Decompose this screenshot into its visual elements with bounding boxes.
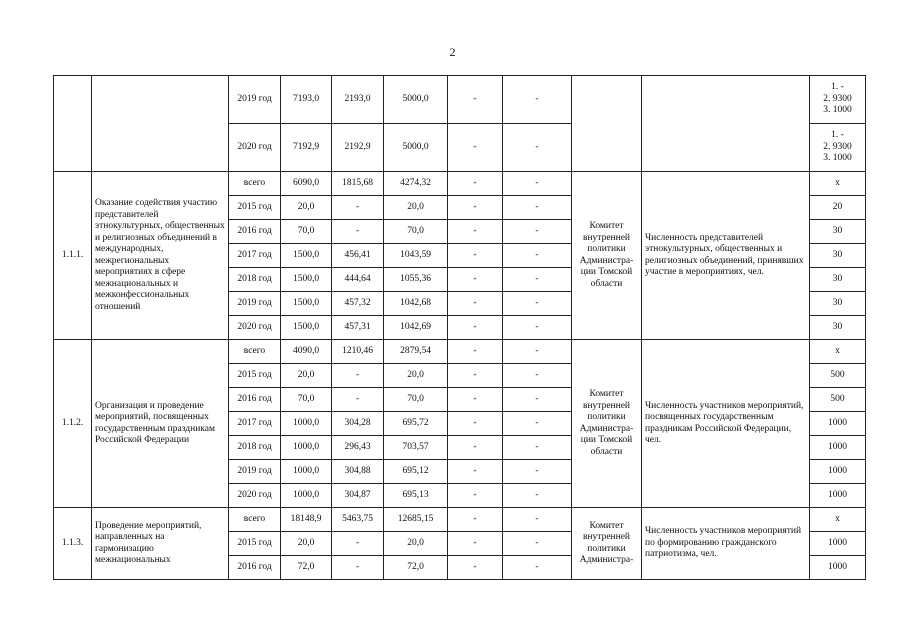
value-cell: 1000 (810, 436, 866, 460)
value-cell: 1000 (810, 460, 866, 484)
item-indicator: Численность представителей этнокультурных, общественных и религиозных объединений, принявших участие в мероприятиях, чел. (642, 172, 810, 340)
federal-cell: 457,32 (332, 292, 384, 316)
item-name: Оказание содействия участию представителей этнокультурных, общественных и религиозных объединений в международных, межрегиональных мероприятиях в сфере межнациональных и межконфессиональных отношений (92, 172, 229, 340)
item-name: Организация и проведение мероприятий, посвященных государственным праздникам Российской Федерации (92, 340, 229, 508)
value-cell: 1000 (810, 484, 866, 508)
federal-cell: 2193,0 (332, 76, 384, 124)
item-name: Проведение мероприятий, направленных на гармонизацию межнациональных (92, 508, 229, 580)
other-cell: - (503, 268, 572, 292)
value-cell: 500 (810, 364, 866, 388)
item-number: 1.1.2. (54, 340, 92, 508)
year-cell: 2018 год (229, 436, 281, 460)
other-cell: - (503, 388, 572, 412)
local-cell: - (448, 268, 503, 292)
regional-cell: 5000,0 (384, 124, 448, 172)
local-cell: - (448, 484, 503, 508)
page-number: 2 (449, 45, 456, 59)
total-cell: 70,0 (281, 220, 332, 244)
item-executor: Комитет внутренней политики Администра- (572, 508, 642, 580)
total-cell: 70,0 (281, 388, 332, 412)
other-cell: - (503, 484, 572, 508)
regional-cell: 1042,68 (384, 292, 448, 316)
table-row (54, 508, 866, 532)
local-cell: - (448, 340, 503, 364)
value-cell: 500 (810, 388, 866, 412)
year-cell: всего (229, 172, 281, 196)
executor-cell (572, 76, 642, 172)
year-cell: 2020 год (229, 316, 281, 340)
local-cell: - (448, 532, 503, 556)
regional-cell: 72,0 (384, 556, 448, 580)
local-cell: - (448, 412, 503, 436)
total-cell: 7193,0 (281, 76, 332, 124)
value-cell: х (810, 340, 866, 364)
year-cell: 2015 год (229, 364, 281, 388)
regional-cell: 70,0 (384, 388, 448, 412)
item-number: 1.1.3. (54, 508, 92, 580)
total-cell: 20,0 (281, 196, 332, 220)
regional-cell: 4274,32 (384, 172, 448, 196)
total-cell: 1500,0 (281, 244, 332, 268)
regional-cell: 70,0 (384, 220, 448, 244)
federal-cell: - (332, 196, 384, 220)
other-cell: - (503, 196, 572, 220)
regional-cell: 20,0 (384, 196, 448, 220)
other-cell: - (503, 412, 572, 436)
federal-cell: 2192,9 (332, 124, 384, 172)
local-cell: - (448, 292, 503, 316)
other-cell: - (503, 124, 572, 172)
item-indicator: Численность участников мероприятий по формированию гражданского патриотизма, чел. (642, 508, 810, 580)
federal-cell: - (332, 364, 384, 388)
year-cell: 2020 год (229, 124, 281, 172)
other-cell: - (503, 172, 572, 196)
regional-cell: 1042,69 (384, 316, 448, 340)
year-cell: 2017 год (229, 412, 281, 436)
federal-cell: 296,43 (332, 436, 384, 460)
other-cell: - (503, 244, 572, 268)
regional-cell: 12685,15 (384, 508, 448, 532)
local-cell: - (448, 196, 503, 220)
regional-cell: 703,57 (384, 436, 448, 460)
year-cell: 2015 год (229, 196, 281, 220)
federal-cell: 304,87 (332, 484, 384, 508)
value-cell: 1000 (810, 412, 866, 436)
value-cell: 1000 (810, 556, 866, 580)
federal-cell: 304,28 (332, 412, 384, 436)
table-row (54, 340, 866, 364)
item-number: 1.1.1. (54, 172, 92, 340)
total-cell: 7192,9 (281, 124, 332, 172)
year-cell: всего (229, 508, 281, 532)
regional-cell: 5000,0 (384, 76, 448, 124)
result-cell: 1. - 2. 9300 3. 1000 (810, 124, 866, 172)
value-cell: 20 (810, 196, 866, 220)
local-cell: - (448, 244, 503, 268)
local-cell: - (448, 508, 503, 532)
regional-cell: 20,0 (384, 364, 448, 388)
other-cell: - (503, 436, 572, 460)
total-cell: 1000,0 (281, 484, 332, 508)
other-cell: - (503, 460, 572, 484)
value-cell: х (810, 508, 866, 532)
year-cell: 2015 год (229, 532, 281, 556)
year-cell: 2016 год (229, 556, 281, 580)
other-cell: - (503, 76, 572, 124)
total-cell: 4090,0 (281, 340, 332, 364)
year-cell: 2016 год (229, 388, 281, 412)
total-cell: 18148,9 (281, 508, 332, 532)
federal-cell: 457,31 (332, 316, 384, 340)
federal-cell: 456,41 (332, 244, 384, 268)
value-cell: 30 (810, 316, 866, 340)
item-indicator: Численность участников мероприятий, посвященных государственным праздникам Российской Федерации, чел. (642, 340, 810, 508)
total-cell: 72,0 (281, 556, 332, 580)
federal-cell: 1815,68 (332, 172, 384, 196)
other-cell: - (503, 292, 572, 316)
total-cell: 1500,0 (281, 292, 332, 316)
federal-cell: - (332, 388, 384, 412)
local-cell: - (448, 436, 503, 460)
other-cell: - (503, 364, 572, 388)
name-cell (92, 76, 229, 172)
value-cell: 30 (810, 268, 866, 292)
indicator-cell (642, 76, 810, 172)
other-cell: - (503, 220, 572, 244)
federal-cell: 304,88 (332, 460, 384, 484)
year-cell: 2016 год (229, 220, 281, 244)
regional-cell: 1043,59 (384, 244, 448, 268)
regional-cell: 695,13 (384, 484, 448, 508)
value-cell: х (810, 172, 866, 196)
federal-cell: 1210,46 (332, 340, 384, 364)
regional-cell: 1055,36 (384, 268, 448, 292)
result-cell: 1. - 2. 9300 3. 1000 (810, 76, 866, 124)
table-row (54, 76, 866, 124)
other-cell: - (503, 316, 572, 340)
local-cell: - (448, 388, 503, 412)
regional-cell: 695,12 (384, 460, 448, 484)
federal-cell: 444,64 (332, 268, 384, 292)
year-cell: 2019 год (229, 76, 281, 124)
local-cell: - (448, 220, 503, 244)
table-row (54, 172, 866, 196)
total-cell: 1000,0 (281, 412, 332, 436)
year-cell: 2017 год (229, 244, 281, 268)
total-cell: 1000,0 (281, 436, 332, 460)
other-cell: - (503, 556, 572, 580)
total-cell: 1500,0 (281, 316, 332, 340)
total-cell: 20,0 (281, 364, 332, 388)
local-cell: - (448, 316, 503, 340)
local-cell: - (448, 556, 503, 580)
year-cell: 2020 год (229, 484, 281, 508)
total-cell: 1500,0 (281, 268, 332, 292)
other-cell: - (503, 532, 572, 556)
num-cell (54, 76, 92, 172)
regional-cell: 2879,54 (384, 340, 448, 364)
federal-cell: - (332, 220, 384, 244)
local-cell: - (448, 460, 503, 484)
value-cell: 30 (810, 292, 866, 316)
local-cell: - (448, 172, 503, 196)
regional-cell: 695,72 (384, 412, 448, 436)
year-cell: 2019 год (229, 292, 281, 316)
other-cell: - (503, 508, 572, 532)
value-cell: 30 (810, 244, 866, 268)
year-cell: всего (229, 340, 281, 364)
item-executor: Комитет внутренней политики Администра-ции Томской области (572, 172, 642, 340)
regional-cell: 20,0 (384, 532, 448, 556)
value-cell: 1000 (810, 532, 866, 556)
total-cell: 1000,0 (281, 460, 332, 484)
total-cell: 6090,0 (281, 172, 332, 196)
federal-cell: - (332, 556, 384, 580)
local-cell: - (448, 364, 503, 388)
value-cell: 30 (810, 220, 866, 244)
other-cell: - (503, 340, 572, 364)
year-cell: 2018 год (229, 268, 281, 292)
year-cell: 2019 год (229, 460, 281, 484)
federal-cell: - (332, 532, 384, 556)
total-cell: 20,0 (281, 532, 332, 556)
federal-cell: 5463,75 (332, 508, 384, 532)
item-executor: Комитет внутренней политики Администра-ции Томской области (572, 340, 642, 508)
local-cell: - (448, 124, 503, 172)
program-table (53, 75, 866, 580)
local-cell: - (448, 76, 503, 124)
